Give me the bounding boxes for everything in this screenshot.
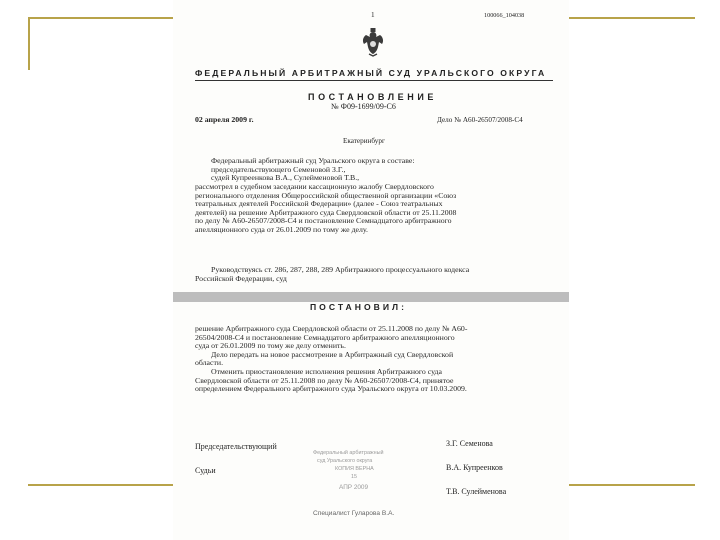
decision-date: 02 апреля 2009 г. — [195, 115, 254, 124]
text-line: деятелей) на решение Арбитражного суда Свердловской области от 25.11.2008 — [195, 207, 457, 217]
text-line: судей Купреенкова В.А., Сулейменовой Т.В., — [211, 173, 360, 183]
decision-text — [195, 325, 467, 394]
certification-stamp — [309, 450, 437, 534]
court-name: ФЕДЕРАЛЬНЫЙ АРБИТРАЖНЫЙ СУД УРАЛЬСКОГО ОКРУГА — [195, 68, 547, 78]
case-number: Дело № А60-26507/2008-С4 — [437, 116, 523, 124]
resolution-number: № Ф09-1699/09-С6 — [331, 102, 396, 111]
judge-2-name: Т.В. Сулейменова — [446, 487, 507, 496]
text-line: по делу № А60-26507/2008-С4 и постановление Семнадцатого арбитражного — [195, 216, 452, 226]
city-name: Екатеринбург — [343, 137, 385, 145]
text-line: 26504/2008-С4 и постановление Семнадцатого арбитражного апелляционного — [195, 332, 455, 342]
paragraph-composition — [211, 157, 414, 183]
header-rule — [195, 80, 553, 81]
text-line: определением Федерального арбитражного суда Уральского округа от 10.03.2009. — [195, 384, 467, 394]
stamp-line: Специалист Гуларова В.А. — [313, 510, 395, 517]
text-line: суда от 26.01.2009 по тому же делу отменить. — [195, 341, 346, 351]
text-line: Федеральный арбитражный суд Уральского округа в составе: — [211, 156, 415, 165]
document-page-1 — [173, 0, 569, 292]
document-code: 100066_104038 — [484, 12, 525, 19]
text-line: Отменить приостановление исполнения решения Арбитражного суда — [211, 366, 442, 376]
page-number: 1 — [371, 11, 375, 19]
chair-name: З.Г. Семенова — [446, 439, 493, 448]
stamp-line: 15 — [351, 474, 357, 480]
document-title: ПОСТАНОВЛЕНИЕ — [308, 92, 438, 102]
judges-label: Судьи — [195, 466, 216, 475]
text-line: театральных деятелей Российской Федерации» (далее - Союз театральных — [195, 199, 443, 209]
text-line: Дело передать на новое рассмотрение в Арбитражный суд Свердловской — [211, 349, 454, 359]
text-line: рассмотрел в судебном заседании кассационную жалобу Свердловского — [195, 182, 434, 191]
paragraph-guided-by — [195, 266, 469, 283]
judge-1-name: В.А. Купреенков — [446, 463, 503, 472]
page-separator — [173, 292, 569, 302]
document-scan — [173, 0, 569, 540]
text-line: области. — [195, 358, 224, 368]
stamp-line: суд Уральского округа — [317, 458, 373, 464]
slide-frame-left-line — [28, 17, 30, 70]
text-line: председательствующего Семеновой З.Г., — [211, 164, 346, 174]
stamp-line: АПР 2009 — [339, 484, 369, 491]
stamp-line: КОПИЯ ВЕРНА — [335, 466, 374, 472]
text-line: решение Арбитражного суда Свердловской области от 25.11.2008 по делу № А60- — [195, 324, 468, 333]
text-line: апелляционного суда от 26.01.2009 по тому же делу. — [195, 224, 368, 234]
text-line: Руководствуясь ст. 286, 287, 288, 289 Арбитражного процессуального кодекса — [211, 265, 470, 274]
russian-emblem-icon — [358, 27, 388, 57]
decision-heading: ПОСТАНОВИЛ: — [310, 302, 407, 312]
text-line: Российской Федерации, суд — [195, 273, 287, 283]
stamp-line: Федеральный арбитражный — [313, 450, 384, 456]
text-line: регионального отделения Общероссийской общественной организации «Союз — [195, 190, 457, 200]
text-line: Свердловской области от 25.11.2008 по делу № А60-26507/2008-С4, принятое — [195, 375, 454, 385]
document-page-2 — [173, 302, 569, 540]
chair-label: Председательствующий — [195, 442, 277, 451]
paragraph-appeal — [195, 183, 456, 235]
